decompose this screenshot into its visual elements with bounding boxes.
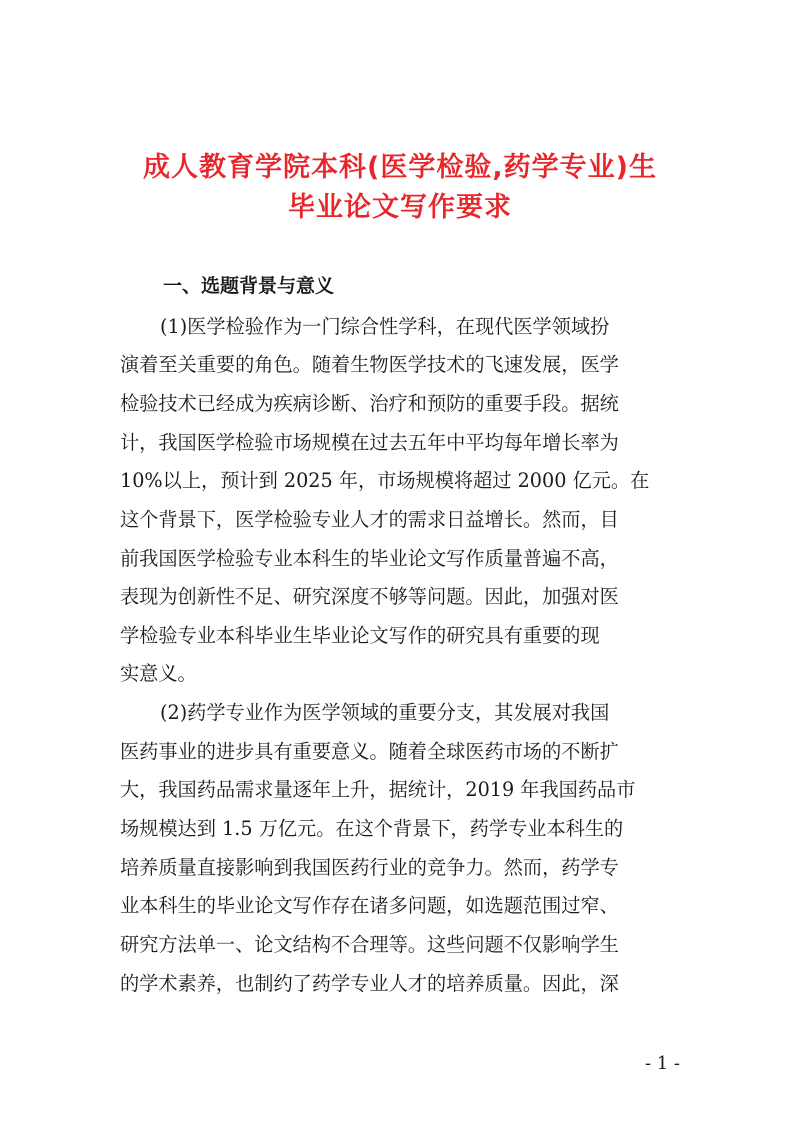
- body-line: 计，我国医学检验市场规模在过去五年中平均每年增长率为: [120, 431, 619, 454]
- body-line: 医药事业的进步具有重要意义。随着全球医药市场的不断扩: [120, 740, 619, 763]
- body-line: 培养质量直接影响到我国医药行业的竞争力。然而，药学专: [120, 856, 619, 879]
- document-title-line-2: 毕业论文写作要求: [288, 192, 512, 223]
- body-line: 实意义。: [120, 662, 197, 685]
- document-title-line-1: 成人教育学院本科(医学检验,药学专业)生: [143, 152, 657, 183]
- body-line: 前我国医学检验专业本科生的毕业论文写作质量普遍不高，: [120, 547, 619, 570]
- body-line: 表现为创新性不足、研究深度不够等问题。因此，加强对医: [120, 585, 619, 608]
- body-line: 学检验专业本科毕业生毕业论文写作的研究具有重要的现: [120, 624, 600, 647]
- body-line: 大，我国药品需求量逐年上升，据统计，2019 年我国药品市: [120, 778, 636, 801]
- body-line: 10%以上，预计到 2025 年，市场规模将超过 2000 亿元。在: [120, 469, 650, 492]
- section-heading: 一、选题背景与意义: [163, 275, 335, 297]
- body-line: 演着至关重要的角色。随着生物医学技术的飞速发展，医学: [120, 353, 619, 376]
- body-line: 研究方法单一、论文结构不合理等。这些问题不仅影响学生: [120, 933, 619, 956]
- body-line: (2)药学专业作为医学领域的重要分支，其发展对我国: [160, 701, 610, 724]
- body-line: 场规模达到 1.5 万亿元。在这个背景下，药学专业本科生的: [120, 817, 624, 840]
- body-line: 这个背景下，医学检验专业人才的需求日益增长。然而，目: [120, 508, 619, 531]
- body-line: 业本科生的毕业论文写作存在诸多问题，如选题范围过窄、: [120, 894, 619, 917]
- body-line: (1)医学检验作为一门综合性学科，在现代医学领域扮: [160, 315, 610, 338]
- body-line: 的学术素养，也制约了药学专业人才的培养质量。因此，深: [120, 972, 619, 995]
- page-number: - 1 -: [644, 1053, 680, 1074]
- body-line: 检验技术已经成为疾病诊断、治疗和预防的重要手段。据统: [120, 392, 619, 415]
